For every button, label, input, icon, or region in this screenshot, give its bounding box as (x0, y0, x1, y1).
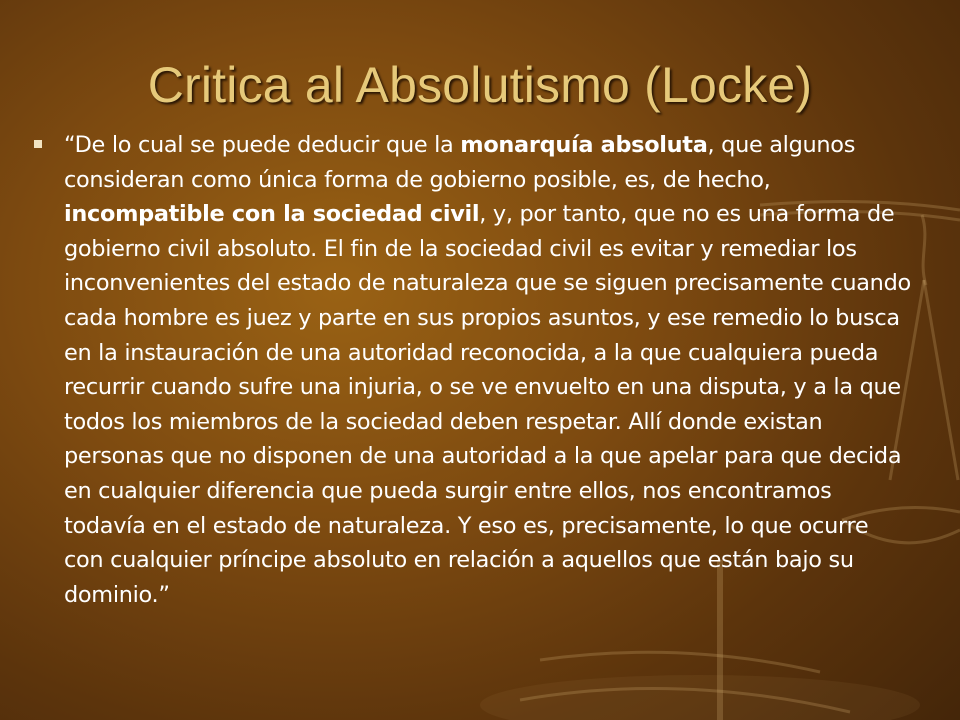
emphasis-incompatible: incompatible con la sociedad civil (64, 201, 480, 228)
slide-title: Critica al Absolutismo (Locke) (147, 57, 813, 113)
quote-text: , y, por tanto, que no es una forma de gobierno civil absoluto. El fin de la sociedad civil es evitar y remediar los inconvenientes del estado de naturaleza que se siguen precisamente cuando cada hombre es juez y parte en sus propios asuntos, y ese remedio lo busca en la instauración de una autoridad reconocida, a la que cualquiera pueda recurrir cuando sufre una injuria, o se ve envuelto en una disputa, y a la que todos los miembros de la sociedad deben respetar. Allí donde existan personas que no disponen de una autoridad a la que apelar para que decida en cualquier diferencia que pueda surgir entre ellos, nos encontramos todavía en el estado de naturaleza. Y eso es, precisamente, lo que ocurre con cualquier príncipe absoluto en relación a aquellos que están bajo su dominio.” (64, 201, 911, 608)
quote-text: , que algunos consideran como única forma de gobierno posible, es, de hecho, (64, 132, 856, 193)
slide-content (34, 128, 914, 612)
quote-text: “De lo cual se puede deducir que la (64, 132, 461, 158)
square-bullet-icon (34, 140, 42, 148)
bullet-item (34, 128, 914, 612)
locke-quote (64, 128, 914, 612)
emphasis-monarquia-absoluta: monarquía absoluta (460, 132, 708, 158)
